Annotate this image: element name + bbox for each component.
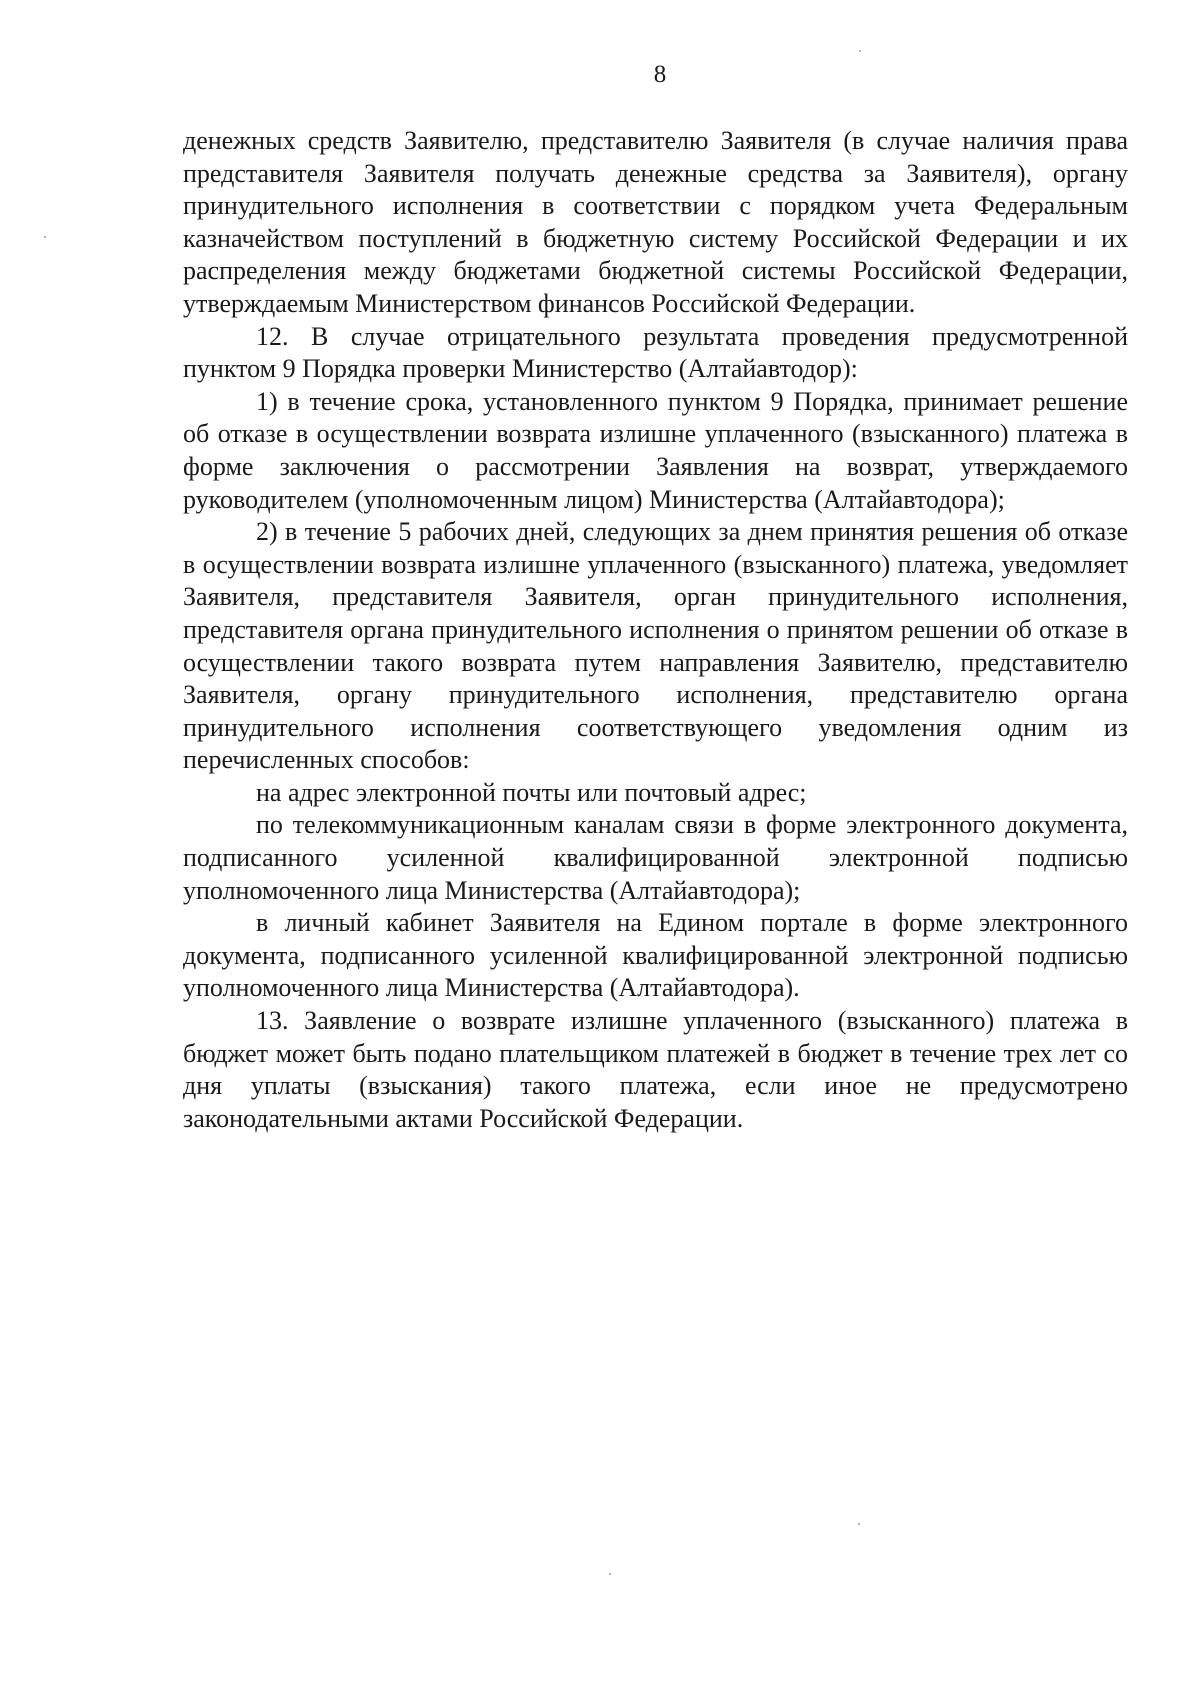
- scan-speck: [609, 1573, 611, 1575]
- paragraph-continuation: денежных средств Заявителю, представителю Заявителя (в случае наличия права представителя Заявителя получать денежные средства за Заявителя), органу принудительного исполнения в соответствии с порядком учета Федеральным казначейством поступлений в бюджетную систему Российской Федерации и их распределения между бюджетами бюджетной системы Российской Федерации, утверждаемым Министерством финансов Российской Федерации.: [183, 126, 1128, 318]
- paragraph-item-12: 12. В случае отрицательного результата проведения предусмотренной пунктом 9 Порядка проверки Министерство (Алтайавтодор):: [183, 321, 1128, 384]
- document-body: [183, 125, 1128, 1135]
- scan-speck: [859, 50, 861, 52]
- paragraph-method-portal: в личный кабинет Заявителя на Едином портале в форме электронного документа, подписанного усиленной квалифицированной электронной подписью уполномоченного лица Министерства (Алтайавтодора).: [183, 908, 1128, 1003]
- page-number: 8: [653, 61, 667, 88]
- paragraph-method-telecom: по телекоммуникационным каналам связи в форме электронного документа, подписанного усиленной квалифицированной электронной подписью уполномоченного лица Министерства (Алтайавтодора);: [183, 810, 1128, 905]
- paragraph-subitem-2: 2) в течение 5 рабочих дней, следующих за днем принятия решения об отказе в осуществлении возврата излишне уплаченного (взысканного) платежа, уведомляет Заявителя, представителя Заявителя, орган принудительного исполнения, представителя органа принудительного исполнения о принятом решении об отказе в осуществлении такого возврата путем направления Заявителю, представителю Заявителя, органу принудительного исполнения, представителю органа принудительного исполнения соответствующего уведомления одним из перечисленных способов:: [183, 517, 1128, 775]
- paragraph-method-email: на адрес электронной почты или почтовый адрес;: [256, 777, 807, 807]
- scan-speck: [858, 1523, 860, 1525]
- scan-speck: [44, 236, 46, 238]
- paragraph-subitem-1: 1) в течение срока, установленного пунктом 9 Порядка, принимает решение об отказе в осуществлении возврата излишне уплаченного (взысканного) платежа в форме заключения о рассмотрении Заявления на возврат, утверждаемого руководителем (уполномоченным лицом) Министерства (Алтайавтодора);: [183, 386, 1128, 514]
- paragraph-item-13: 13. Заявление о возврате излишне уплаченного (взысканного) платежа в бюджет может быть подано плательщиком платежей в бюджет в течение трех лет со дня уплаты (взыскания) такого платежа, если иное не предусмотрено законодательными актами Российской Федерации.: [183, 1006, 1128, 1133]
